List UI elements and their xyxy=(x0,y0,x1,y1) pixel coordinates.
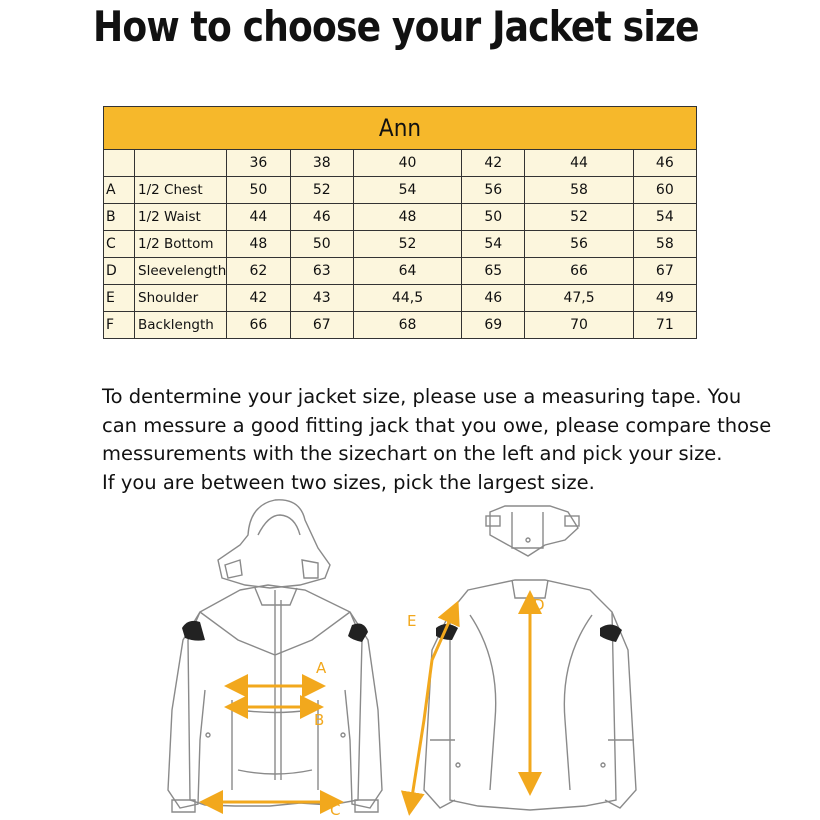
left-sleeve xyxy=(168,612,205,808)
brand-header: Ann xyxy=(104,107,697,150)
table-cell: 66 xyxy=(525,258,633,285)
label-c: C xyxy=(330,801,341,819)
table-cell: 69 xyxy=(462,312,525,339)
label-d: D xyxy=(533,596,545,614)
row-letter: A xyxy=(104,177,135,204)
table-cell: 58 xyxy=(633,231,696,258)
measure-line-a xyxy=(230,659,327,686)
table-cell: 64 xyxy=(353,258,461,285)
table-cell: 42 xyxy=(227,285,290,312)
table-cell: 44,5 xyxy=(353,285,461,312)
label-a: A xyxy=(316,659,327,677)
measure-line-d xyxy=(530,596,545,790)
table-cell: 68 xyxy=(353,312,461,339)
hood-drawing xyxy=(218,500,330,588)
shoulder-pad-icon xyxy=(182,621,205,641)
row-label: 1/2 Chest xyxy=(135,177,227,204)
instruction-line: If you are between two sizes, pick the largest size. xyxy=(102,470,595,494)
row-label: Shoulder xyxy=(135,285,227,312)
table-cell: 70 xyxy=(525,312,633,339)
table-cell: 54 xyxy=(353,177,461,204)
table-cell: 65 xyxy=(462,258,525,285)
table-cell: 52 xyxy=(525,204,633,231)
row-letter: E xyxy=(104,285,135,312)
row-letter: D xyxy=(104,258,135,285)
right-sleeve xyxy=(345,612,382,808)
shoulder-pad-icon xyxy=(348,624,368,642)
row-label: Backlength xyxy=(135,312,227,339)
table-cell: 52 xyxy=(353,231,461,258)
table-cell: 49 xyxy=(633,285,696,312)
size-header: 46 xyxy=(633,150,696,177)
table-cell: 47,5 xyxy=(525,285,633,312)
table-cell: 46 xyxy=(290,204,353,231)
table-cell: 46 xyxy=(462,285,525,312)
table-cell: 67 xyxy=(633,258,696,285)
table-cell: 48 xyxy=(353,204,461,231)
table-cell: 54 xyxy=(633,204,696,231)
front-jacket-illustration xyxy=(168,500,382,812)
size-header: 38 xyxy=(290,150,353,177)
row-label: 1/2 Waist xyxy=(135,204,227,231)
table-cell: 66 xyxy=(227,312,290,339)
page-title: How to choose your Jacket size xyxy=(93,2,699,51)
size-header: 42 xyxy=(462,150,525,177)
instruction-line: messurements with the sizechart on the left and pick your size. xyxy=(102,442,723,465)
table-cell: 50 xyxy=(290,231,353,258)
label-e: E xyxy=(407,612,417,630)
row-letter: F xyxy=(104,312,135,339)
size-header: 44 xyxy=(525,150,633,177)
table-cell: 44 xyxy=(227,204,290,231)
back-jacket-body xyxy=(450,580,616,810)
table-cell: 54 xyxy=(462,231,525,258)
table-cell: 48 xyxy=(227,231,290,258)
row-letter: C xyxy=(104,231,135,258)
table-cell: 56 xyxy=(462,177,525,204)
row-letter: B xyxy=(104,204,135,231)
table-cell: 67 xyxy=(290,312,353,339)
table-cell: 56 xyxy=(525,231,633,258)
table-cell: 43 xyxy=(290,285,353,312)
table-cell: 50 xyxy=(462,204,525,231)
size-header: 36 xyxy=(227,150,290,177)
table-cell: 63 xyxy=(290,258,353,285)
label-b: B xyxy=(314,711,325,729)
row-label: Sleevelength xyxy=(135,258,227,285)
instruction-line: To dentermine your jacket size, please use a measuring tape. You xyxy=(102,385,742,408)
back-right-sleeve xyxy=(605,612,636,808)
table-cell: 50 xyxy=(227,177,290,204)
row-label: 1/2 Bottom xyxy=(135,231,227,258)
table-cell: 71 xyxy=(633,312,696,339)
table-cell: 60 xyxy=(633,177,696,204)
size-header: 40 xyxy=(353,150,461,177)
instruction-line: can messure a good fitting jack that you owe, please compare those xyxy=(102,413,772,437)
table-cell: 58 xyxy=(525,177,633,204)
table-cell: 52 xyxy=(290,177,353,204)
table-cell: 62 xyxy=(227,258,290,285)
